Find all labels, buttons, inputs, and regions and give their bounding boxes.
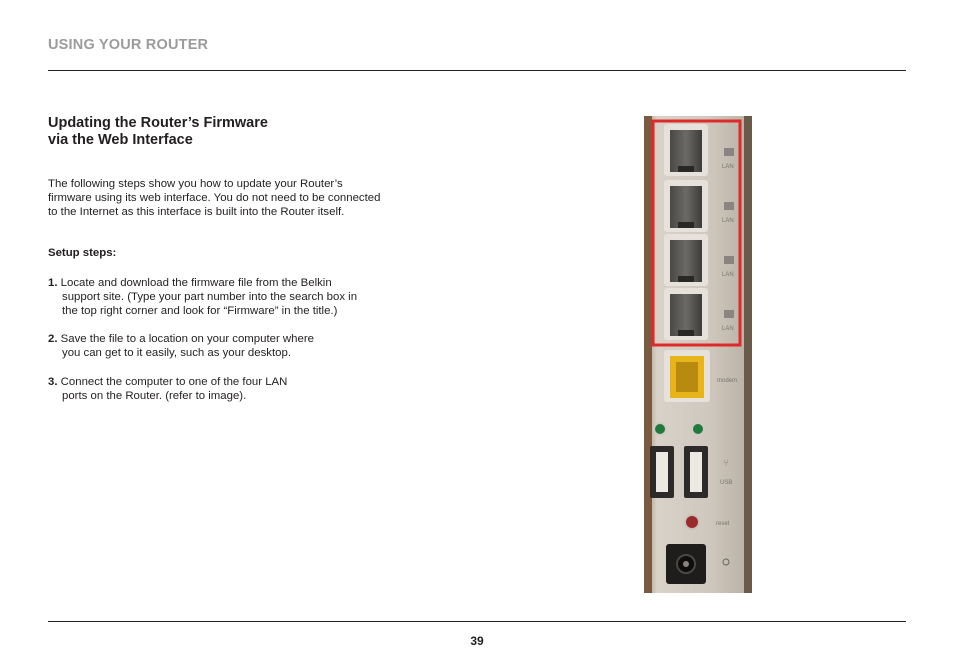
page-number: 39 [470, 634, 484, 648]
power-jack [666, 544, 706, 584]
setup-steps-heading: Setup steps: [48, 247, 117, 259]
page-title [48, 115, 268, 149]
lan-label: LAN [722, 326, 734, 332]
step-text: support site. (Type your part number into the search box in [62, 291, 358, 304]
lan-port [664, 288, 708, 340]
lan-label: LAN [722, 164, 734, 170]
bottom-rule [48, 621, 906, 622]
step-text: Connect the computer to one of the four LAN [60, 376, 288, 388]
router-back-panel-image [644, 116, 752, 593]
intro-line: The following steps show you how to update your Router’s [48, 178, 343, 190]
intro-line: to the Internet as this interface is built into the Router itself. [48, 206, 345, 219]
panel-right-edge [744, 116, 752, 593]
modem-label: modem [717, 378, 738, 384]
step-text: the top right corner and look for “Firmware” in the title.) [62, 305, 338, 318]
status-led [692, 423, 704, 435]
step-text: you can get to it easily, such as your desktop. [62, 347, 291, 360]
reset-button [685, 515, 699, 529]
step-1 [48, 276, 357, 319]
lan-label: LAN [722, 272, 734, 278]
lan-port [664, 124, 708, 176]
intro-line: firmware using its web interface. You do not need to be connected [48, 192, 381, 205]
step-3 [48, 375, 287, 403]
status-led [654, 423, 666, 435]
step-text: Save the file to a location on your computer where [60, 333, 314, 345]
usb-port [684, 446, 708, 498]
lan-port [664, 234, 708, 286]
title-line-1: Updating the Router’s Firmware [48, 115, 268, 131]
section-header: USING YOUR ROUTER [48, 37, 209, 53]
step-number: 2. [48, 333, 58, 345]
intro-paragraph [48, 177, 468, 220]
title-line-2: via the Web Interface [48, 132, 193, 148]
usb-port [650, 446, 674, 498]
step-number: 3. [48, 376, 58, 388]
usb-label: USB [720, 480, 733, 486]
reset-label: reset [716, 521, 730, 527]
usb-icon: ⑂ [723, 458, 729, 469]
panel-left-edge [644, 116, 652, 593]
step-text: ports on the Router. (refer to image). [62, 390, 247, 403]
step-number: 1. [48, 277, 58, 289]
modem-port [664, 350, 710, 402]
lan-label: LAN [722, 218, 734, 224]
top-rule [48, 70, 906, 71]
step-text: Locate and download the firmware file from the Belkin [60, 277, 332, 289]
lan-port [664, 180, 708, 232]
step-2 [48, 332, 314, 360]
